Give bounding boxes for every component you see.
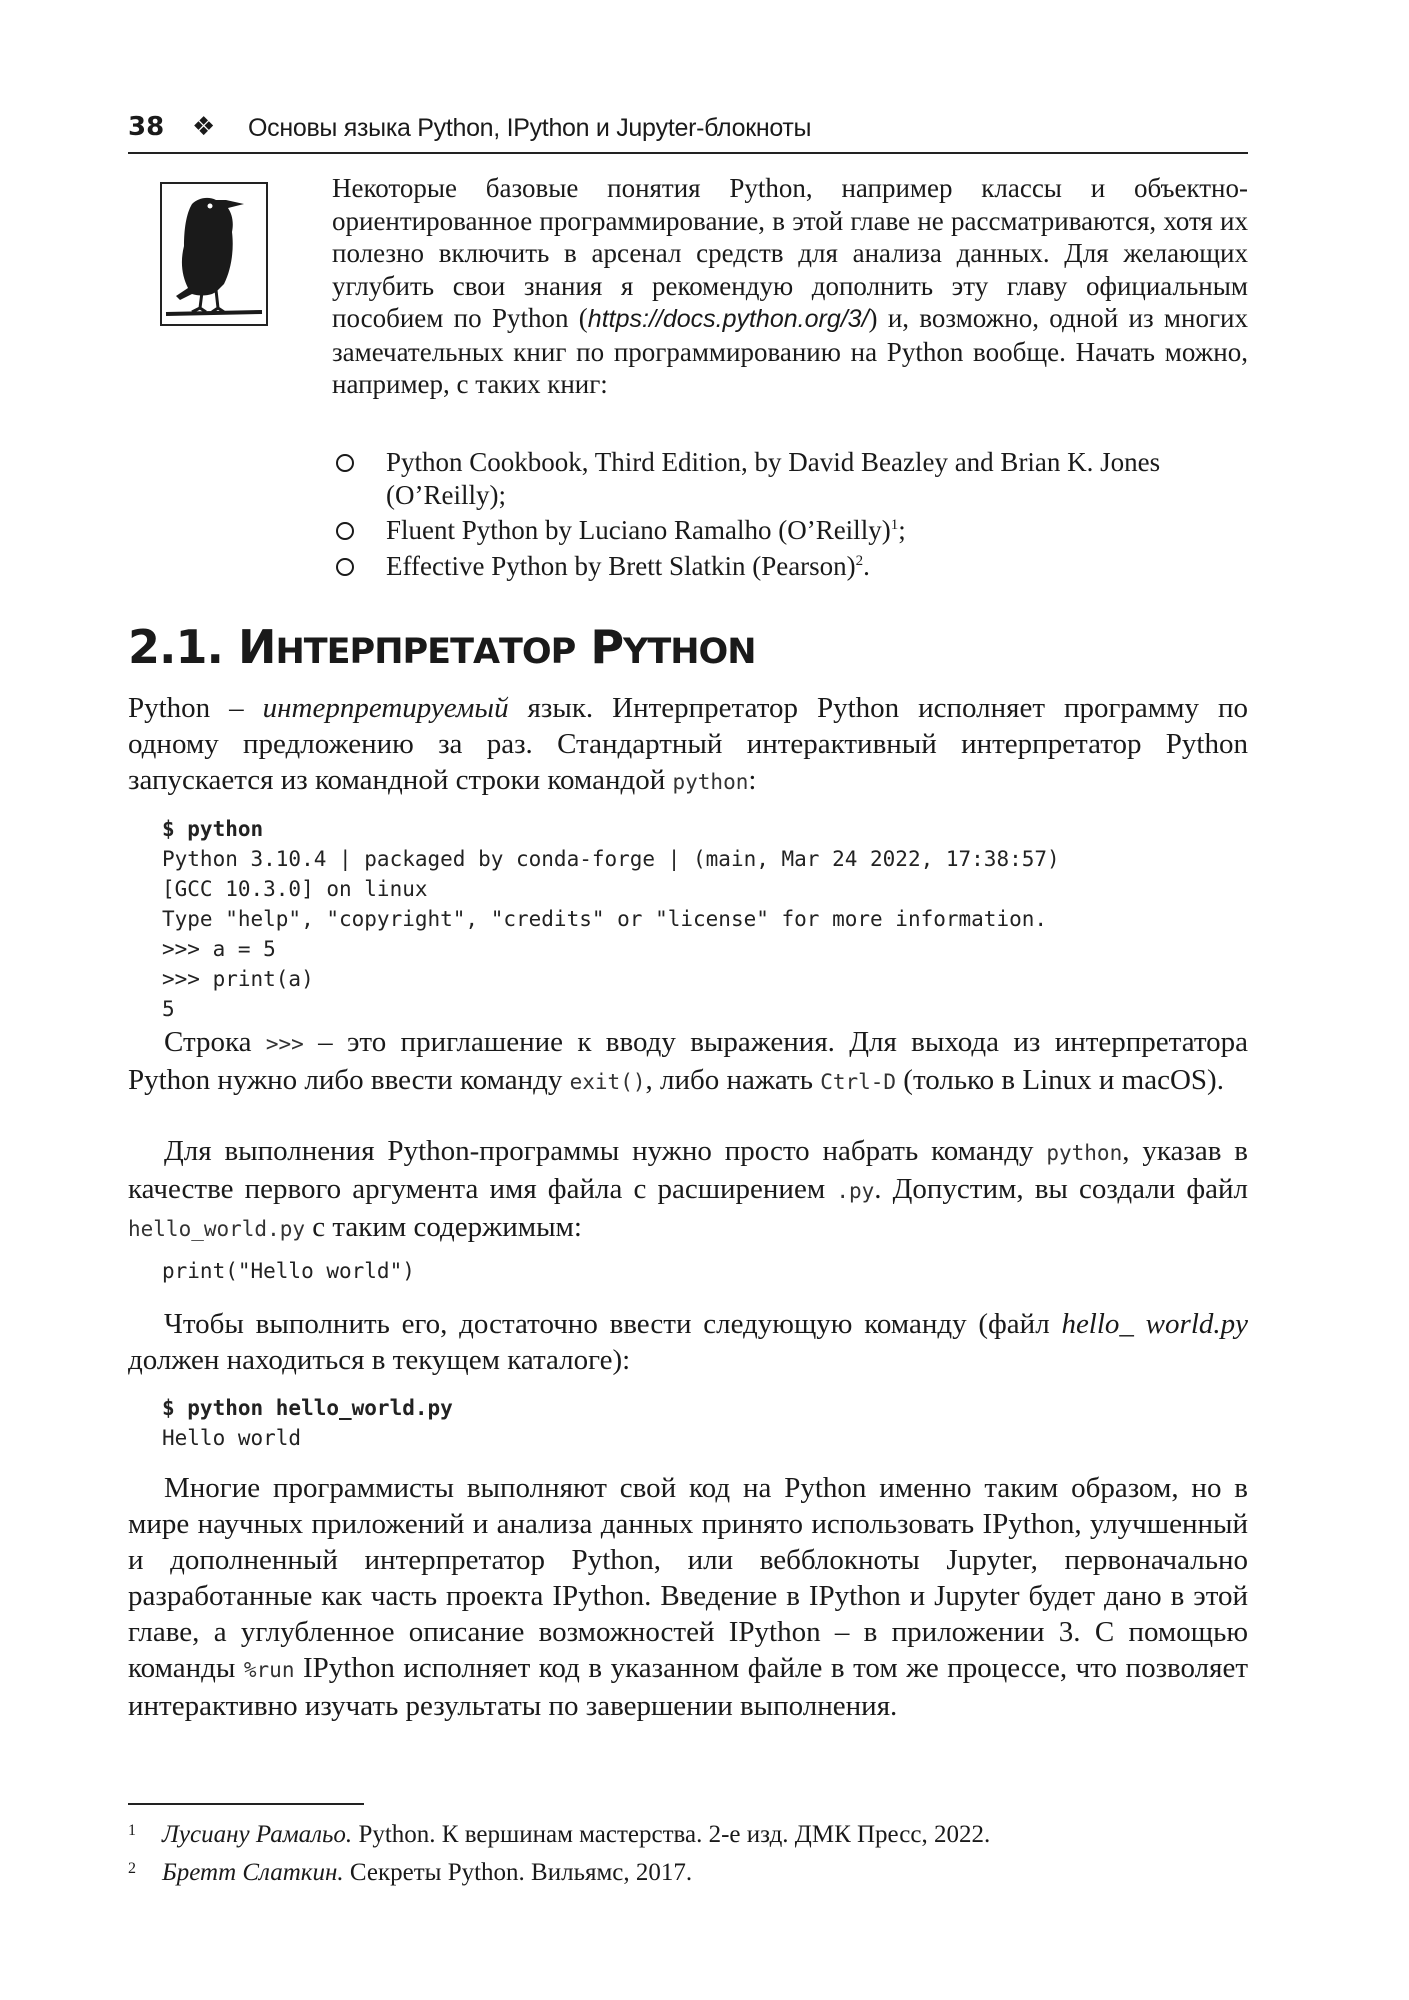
list-item: Fluent Python by Luciano Ramalho (O’Reilly)$^1$; (332, 514, 1252, 547)
page-number: 38 (128, 112, 165, 142)
paragraph-4: Чтобы выполнить его, достаточно ввести следующую команду (файл hello_ world.py должен находиться в текущем каталоге): (128, 1308, 1248, 1376)
list-item: Effective Python by Brett Slatkin (Pearson)$^2$. (332, 550, 1252, 583)
bullet-icon (336, 454, 354, 472)
docs-link[interactable]: https://docs.python.org/3/ (587, 305, 869, 333)
code-block-1: $ python Python 3.10.4 | packaged by conda-forge | (main, Mar 24 2022, 17:38:57) [GCC 10.3.0] on linux Type "help", "copyright", "credits" or "license" for more information. >>> a = 5 >>> print(a) 5 (162, 817, 1060, 1021)
paragraph-1: Python – интерпретируемый язык. Интерпретатор Python исполняет программу по одному предложению за раз. Стандартный интерактивный интерпретатор Python запускается из командной строки командой python: (128, 692, 1249, 796)
paragraph-5: Многие программисты выполняют свой код на Python именно таким образом, но в мире научных приложений и анализа данных принято использовать IPython, улучшенный и дополненный интерпретатор Python, или вебблокноты Jupyter, первоначально разработанные как часть проекта IPython. Введение в IPython и Jupyter будет дано в этой главе, а углубленное описание возможностей IPython – в приложении 3. С помощью команды %run IPython исполняет код в указанном файле в том же процессе, что позволяет интерактивно изучать результаты по завершении выполнения. (128, 1472, 1248, 1722)
paragraph-2: Строка >>> – это приглашение к вводу выражения. Для выхода из интерпретатора Python нужно либо ввести команду exit(), либо нажать Ctrl-D (только в Linux и macOS). (128, 1026, 1248, 1096)
section-heading: 2.1. ИНТЕРПРЕТАТОР PYTHON (128, 620, 756, 674)
footnote-ref[interactable]: 2 (855, 552, 864, 569)
footnote-ref[interactable]: 1 (890, 517, 899, 533)
paragraph-3: Для выполнения Python-программы нужно просто набрать команду python, указав в качестве первого аргумента имя файла с расширением .py. Допустим, вы создали файл hello_world.py с таким содержимым: (128, 1135, 1248, 1243)
note-text: Некоторые базовые понятия Python, например классы и объектно-ориентированное программирование, в этой главе не рассматриваются, хотя их полезно включить в арсенал средств для анализа данных. Для желающих углубить свои знания я рекомендую дополнить эту главу официальным пособием по Python (https://docs.python.org/3/) и, возможно, одной из многих замечательных книг по программированию на Python вообще. Начать можно, например, с таких книг: (332, 173, 1248, 399)
list-item: Python Cookbook, Third Edition, by David Beazley and Brian K. Jones (O’Reilly); (332, 446, 1252, 511)
book-list (332, 446, 1252, 585)
bullet-icon (336, 558, 354, 576)
raven-icon (162, 184, 266, 324)
bullet-icon (336, 522, 354, 540)
running-title: Основы языка Python, IPython и Jupyter-блокноты (248, 114, 812, 142)
footnote-divider (128, 1803, 364, 1805)
code-block-3: $ python hello_world.py Hello world (162, 1396, 453, 1450)
book-page: 38 ❖ Основы языка Python, IPython и Jupyter-блокноты Некоторые базовые понятия Python, например классы и объектно-ориентированное программирование, в этой главе не рассматриваются, хотя их полезно включить в арсенал средств для анализа данных. Для желающих углубить свои знания я рекомендую дополнить эту главу официальным пособием по Python (https://docs.python.org/3/) и, возможно, одной из многих замечательных книг по программированию на Python вообще. Начать можно, например, с таких книг: Python Cookbook, Third Edition, by David Beazley and Brian K. Jones (O’Reilly); Fluent Python by Luciano Ramalho (O’Reilly)$^1$; Effective Python by Brett Slatkin (Pearson)$^2$. 2.1. ИНТЕРПРЕТАТОР PYTHON Python – интерпретируемый язык. Интерпретатор Python исполняет программу по одному предложению за раз. Стандартный интерактивный интерпретатор Python запускается из командной строки командой python: $ python Python 3.10.4 | packaged by conda-forge | (main, Mar 24 2022, 17:38:57) [GCC 10.3.0] on linux Type "help", "copyright", "credits" or "license" for more information. >>> a = 5 >>> print(a) 5 Строка >>> – это приглашение к вводу выражения. Для выхода из интерпретатора Python нужно либо ввести команду exit(), либо нажать Ctrl-D (только в Linux и macOS). Для выполнения Python-программы нужно просто набрать команду python, указав в качестве первого аргумента имя файла с расширением .py. Допустим, вы создали файл hello_world.py с таким содержимым: print("Hello world") Чтобы выполнить его, достаточно ввести следующую команду (файл hello_ world.py должен находиться в текущем каталоге): $ python hello_world.py Hello world Многие программисты выполняют свой код на Python именно таким образом, но в мире научных приложений и анализа данных принято использовать IPython, улучшенный и дополненный интерпретатор Python, или вебблокноты Jupyter, первоначально разработанные как часть проекта IPython. Введение в IPython и Jupyter будет дано в этой главе, а углубленное описание возможностей IPython – в приложении 3. С помощью команды %run IPython исполняет код в указанном файле в том же процессе, что позволяет интерактивно изучать результаты по завершении выполнения. 1 Лусиану Рамальо. Python. К вершинам мастерства. 2-е изд. ДМК Пресс, 2022. 2 Бретт Слаткин. Секреты Python. Вильямс, 2017. (0, 0, 1409, 2000)
ornament-icon: ❖ (192, 112, 216, 142)
code-block-2: print("Hello world") (162, 1259, 415, 1283)
raven-note-icon (160, 182, 268, 326)
running-head (128, 108, 1248, 154)
